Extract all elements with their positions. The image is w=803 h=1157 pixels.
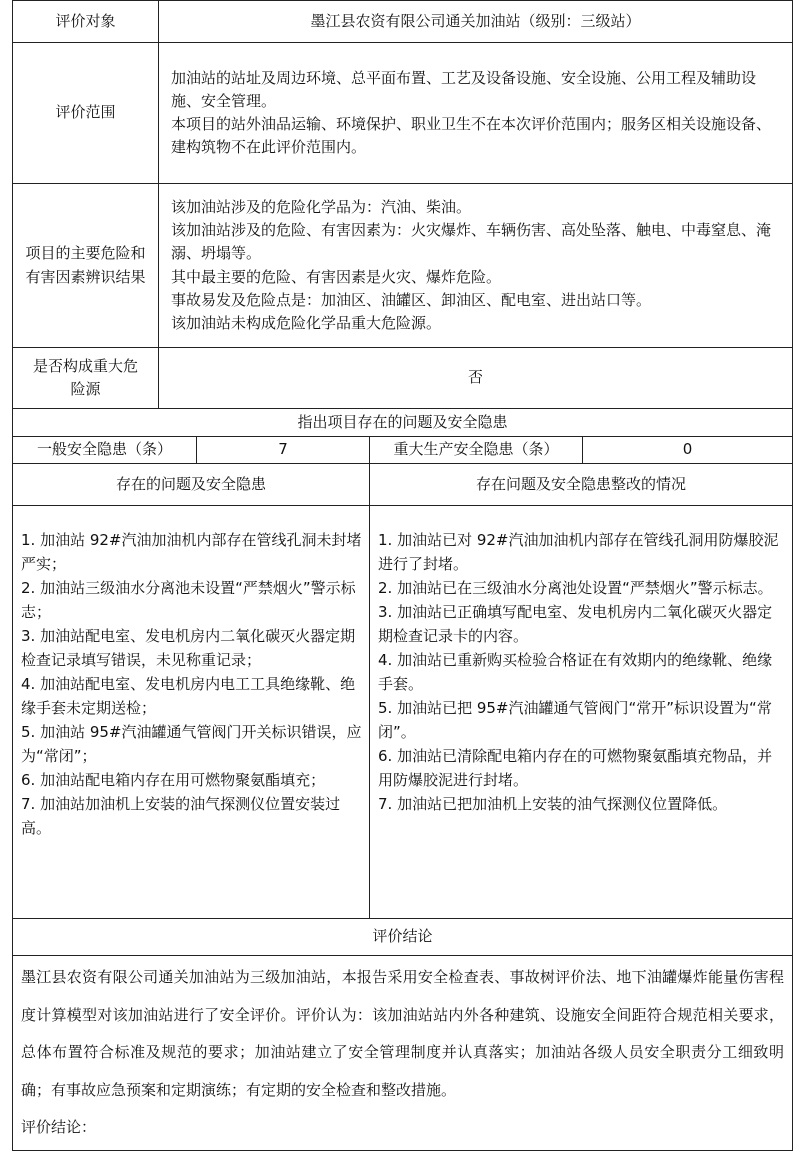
- eval-object-row: [13, 1, 793, 43]
- conclusion-text: 墨江县农资有限公司通关加油站为三级加油站，本报告采用安全检查表、事故树评价法、地下油罐爆炸能量伤害程度计算模型对该加油站进行了安全评价。评价认为：该加油站站内外各种建筑、设施安全间距符合规范相关要求，总体布置符合标准及规范的要求；加油站建立了安全管理制度并认真落实；加油站各级人员安全职责分工细致明确；有事故应急预案和定期演练；有定期的安全检查和整改措施。: [21, 968, 785, 1099]
- columns-header-row: [13, 464, 793, 506]
- eval-object-label: 评价对象: [13, 1, 159, 43]
- major-hazard-value: 否: [159, 348, 793, 409]
- problem-item: 7. 加油站加油机上安装的油气探测仪位置安装过高。: [21, 795, 341, 837]
- eval-scope-label: 评价范围: [13, 43, 159, 184]
- hazards-label: 项目的主要危险和有害因素辨识结果: [13, 184, 159, 348]
- conclusion-header: 评价结论: [13, 919, 793, 956]
- conclusion-tail: 评价结论：: [21, 1118, 97, 1136]
- rectification-item: 4. 加油站已重新购买检验合格证在有效期内的绝缘靴、绝缘手套。: [378, 651, 773, 693]
- conclusion-header-row: [13, 919, 793, 956]
- rectification-item: 3. 加油站已正确填写配电室、发电机房内二氧化碳灭火器定期检查记录卡的内容。: [378, 603, 773, 645]
- problem-item: 5. 加油站 95#汽油罐通气管阀门开关标识错误，应为“常闭”；: [21, 723, 362, 765]
- major-hazard-count-label: 重大生产安全隐患（条）: [370, 437, 583, 464]
- general-hazard-count: 7: [197, 437, 370, 464]
- major-hazard-row: [13, 348, 793, 409]
- major-hazard-label: 是否构成重大危险源: [13, 348, 159, 409]
- eval-scope-paragraph: 本项目的站外油品运输、环境保护、职业卫生不在本次评价范围内；服务区相关设施设备、建构筑物不在此评价范围内。: [171, 115, 772, 157]
- conclusion-row: [13, 956, 793, 1151]
- problem-item: 3. 加油站配电室、发电机房内二氧化碳灭火器定期检查记录填写错误，未见称重记录；: [21, 627, 356, 669]
- problem-item: 2. 加油站三级油水分离池未设置“严禁烟火”警示标志；: [21, 579, 356, 621]
- hazards-paragraph: 该加油站未构成危险化学品重大危险源。: [171, 314, 442, 332]
- rectification-item: 2. 加油站已在三级油水分离池处设置“严禁烟火”警示标志。: [378, 579, 773, 597]
- eval-scope-content: [159, 43, 793, 184]
- conclusion-body: [13, 956, 793, 1151]
- eval-scope-row: [13, 43, 793, 184]
- rectifications-list: [370, 506, 793, 919]
- eval-scope-paragraph: 加油站的站址及周边环境、总平面布置、工艺及设备设施、安全设施、公用工程及辅助设施、安全管理。: [171, 68, 757, 110]
- rectification-item: 5. 加油站已把 95#汽油罐通气管阀门“常开”标识设置为“常闭”。: [378, 699, 772, 741]
- hazards-row: [13, 184, 793, 348]
- hazards-paragraph: 该加油站涉及的危险、有害因素为：火灾爆炸、车辆伤害、高处坠落、触电、中毒窒息、淹溺、坍塌等。: [171, 221, 772, 263]
- problem-item: 4. 加油站配电室、发电机房内电工工具绝缘靴、绝缘手套未定期送检；: [21, 675, 356, 717]
- problems-column-header: 存在的问题及安全隐患: [13, 464, 370, 506]
- evaluation-table: [12, 0, 793, 1151]
- general-hazard-label: 一般安全隐患（条）: [13, 437, 197, 464]
- hazards-paragraph: 该加油站涉及的危险化学品为：汽油、柴油。: [171, 197, 472, 216]
- rectifications-column-header: 存在问题及安全隐患整改的情况: [370, 464, 793, 506]
- problems-list: [13, 506, 370, 919]
- rectification-item: 6. 加油站已清除配电箱内存在的可燃物聚氨酯填充物品，并用防爆胶泥进行封堵。: [378, 747, 773, 789]
- major-hazard-count: 0: [583, 437, 793, 464]
- rectification-item: 1. 加油站已对 92#汽油加油机内部存在管线孔洞用防爆胶泥进行了封堵。: [378, 531, 779, 573]
- problem-item: 6. 加油站配电箱内存在用可燃物聚氨酯填充；: [21, 771, 326, 789]
- issues-header-row: [13, 409, 793, 437]
- eval-object-value: 墨江县农资有限公司通关加油站（级别：三级站）: [159, 1, 793, 43]
- problem-item: 1. 加油站 92#汽油加油机内部存在管线孔洞未封堵严实；: [21, 531, 362, 573]
- rectification-item: 7. 加油站已把加油机上安装的油气探测仪位置降低。: [378, 795, 728, 813]
- hazards-paragraph: 其中最主要的危险、有害因素是火灾、爆炸危险。: [171, 267, 502, 286]
- issues-detail-row: [13, 506, 793, 919]
- hazards-paragraph: 事故易发及危险点是：加油区、油罐区、卸油区、配电室、进出站口等。: [171, 290, 652, 309]
- issues-header: 指出项目存在的问题及安全隐患: [13, 409, 793, 437]
- counts-row: [13, 437, 793, 464]
- hazards-content: [159, 184, 793, 348]
